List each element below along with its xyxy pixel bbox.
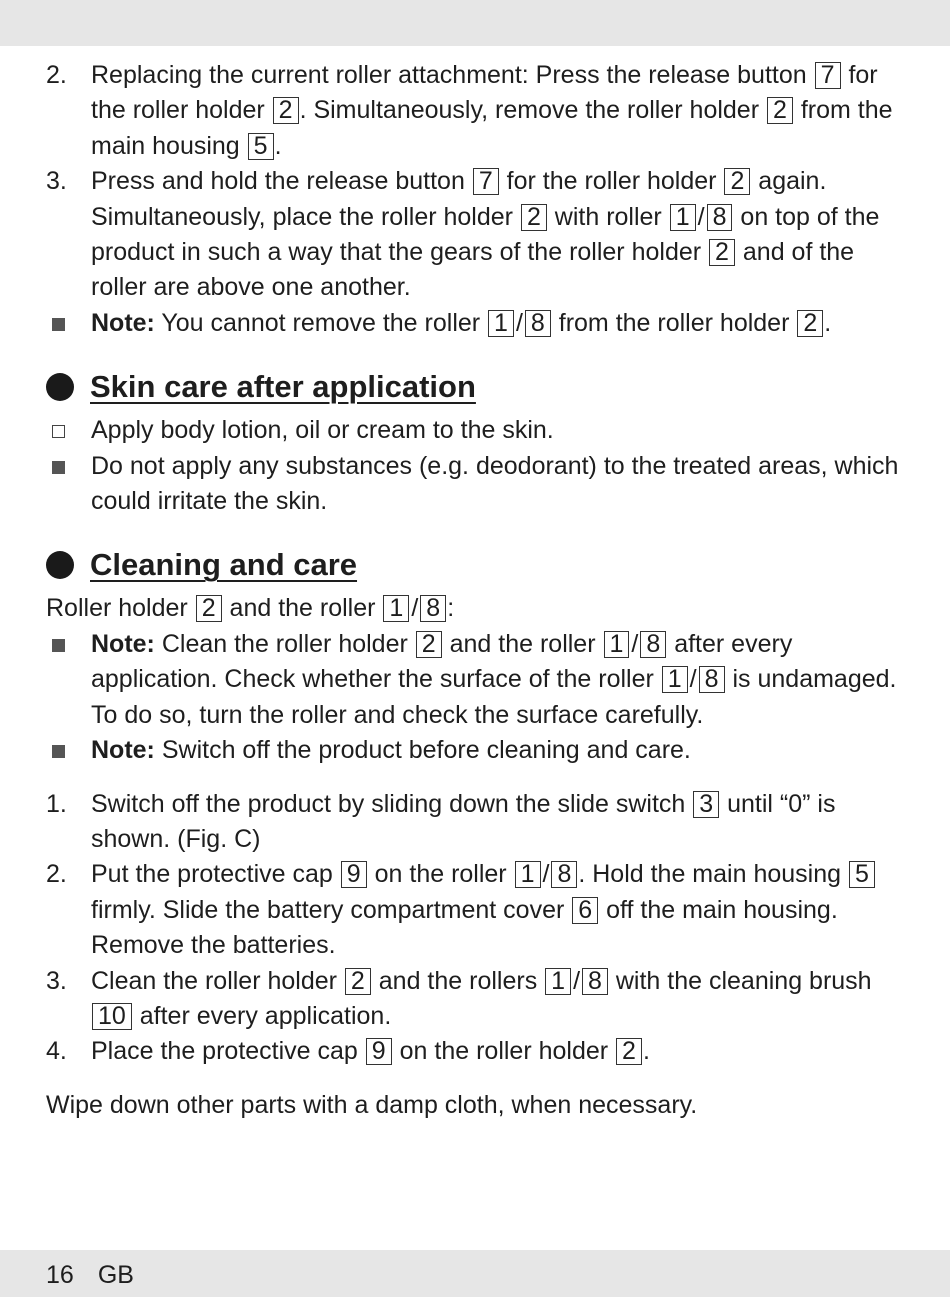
- page-footer: [46, 1260, 134, 1290]
- part-ref-box: 2: [797, 310, 823, 337]
- round-bullet-icon: [46, 373, 74, 401]
- note-label: Note:: [91, 736, 155, 765]
- step-number: 1.: [46, 789, 67, 818]
- part-ref-box: 8: [525, 310, 551, 337]
- filled-square-bullet-icon: [52, 745, 65, 758]
- step-3-place-roller-holder: 3. Press and hold the release button 7 for the roller holder 2 again. Simultaneously, place the roller holder 2 with roller 1 / 8 on top of the product in such a way that the gears of the roller holder 2 and of the roller are above one another.: [46, 164, 906, 306]
- part-ref-box: 8: [707, 204, 733, 231]
- part-ref-box: 2: [416, 631, 442, 658]
- filled-square-bullet-icon: [52, 461, 65, 474]
- part-ref-box: 7: [815, 62, 841, 89]
- part-ref-box: 7: [473, 168, 499, 195]
- part-ref-box: 10: [92, 1003, 132, 1030]
- note-clean-after-application: Note: Clean the roller holder 2 and the roller 1 / 8 after every application. Check whether the surface of the roller 1 / 8 is undamaged. To do so, turn the roller and check the surface carefully.: [46, 627, 906, 733]
- cleaning-step-3: 3. Clean the roller holder 2 and the rollers 1 / 8 with the cleaning brush 10 after every application.: [46, 964, 906, 1035]
- part-ref-box: 2: [767, 97, 793, 124]
- step-2-replace-roller: 2. Replacing the current roller attachment: Press the release button 7 for the roller holder 2 . Simultaneously, remove the roller holder 2 from the main housing 5 .: [46, 58, 906, 164]
- part-ref-box: 8: [551, 861, 577, 888]
- part-ref-box: 1: [670, 204, 696, 231]
- language-code: GB: [97, 1261, 134, 1289]
- part-ref-box: 2: [196, 595, 222, 622]
- part-ref-box: 8: [420, 595, 446, 622]
- part-ref-box: 8: [640, 631, 666, 658]
- part-ref-box: 3: [693, 791, 719, 818]
- note-label: Note:: [91, 308, 155, 337]
- part-ref-box: 6: [572, 897, 598, 924]
- part-ref-box: 1: [515, 861, 541, 888]
- part-ref-box: 9: [366, 1038, 392, 1065]
- section-heading-cleaning: [46, 545, 906, 585]
- part-ref-box: 2: [345, 968, 371, 995]
- part-ref-box: 1: [545, 968, 571, 995]
- section-heading-skin-care: [46, 367, 906, 407]
- note-switch-off: Note: Switch off the product before cleaning and care.: [46, 733, 906, 768]
- part-ref-box: 8: [582, 968, 608, 995]
- part-ref-box: 2: [709, 239, 735, 266]
- step-number: 3.: [46, 966, 67, 995]
- page-number: 16: [46, 1261, 74, 1289]
- cleaning-step-4: 4. Place the protective cap 9 on the roller holder 2 .: [46, 1034, 906, 1069]
- part-ref-box: 2: [724, 168, 750, 195]
- section-title: Skin care after application: [90, 369, 476, 405]
- filled-square-bullet-icon: [52, 639, 65, 652]
- step-number: 2.: [46, 61, 67, 89]
- part-ref-box: 2: [521, 204, 547, 231]
- part-ref-box: 2: [273, 97, 299, 124]
- part-ref-box: 1: [488, 310, 514, 337]
- note-roller-not-removable: Note: You cannot remove the roller 1 / 8 from the roller holder 2 .: [46, 306, 906, 341]
- cleaning-step-2: 2. Put the protective cap 9 on the roller 1 / 8 . Hold the main housing 5 firmly. Slide the battery compartment cover 6 off the main housing. Remove the batteries.: [46, 857, 906, 963]
- cleaning-intro: Roller holder 2 and the roller 1 / 8 :: [46, 594, 455, 623]
- skin-care-item-no-substances: Do not apply any substances (e.g. deodorant) to the treated areas, which could irritate the skin.: [46, 449, 906, 520]
- part-ref-box: 9: [341, 861, 367, 888]
- part-ref-box: 2: [616, 1038, 642, 1065]
- part-ref-box: 1: [662, 666, 688, 693]
- part-ref-box: 5: [849, 861, 875, 888]
- round-bullet-icon: [46, 551, 74, 579]
- note-label: Note:: [91, 629, 155, 658]
- part-ref-box: 8: [699, 666, 725, 693]
- filled-square-bullet-icon: [52, 318, 65, 331]
- header-band: [0, 0, 950, 46]
- cleaning-closing-text: Wipe down other parts with a damp cloth, when necessary.: [46, 1090, 698, 1119]
- skin-care-item-lotion: Apply body lotion, oil or cream to the skin.: [46, 413, 906, 448]
- step-number: 2.: [46, 860, 67, 889]
- part-ref-box: 1: [604, 631, 630, 658]
- section-title: Cleaning and care: [90, 547, 358, 583]
- part-ref-box: 5: [248, 133, 274, 160]
- cleaning-step-1: 1. Switch off the product by sliding down the slide switch 3 until “0” is shown. (Fig. C): [46, 787, 906, 858]
- step-number: 3.: [46, 167, 67, 196]
- manual-page-content: [46, 58, 906, 1123]
- empty-checkbox-bullet-icon: [52, 425, 65, 438]
- footer-band: [0, 1250, 950, 1297]
- part-ref-box: 1: [383, 595, 409, 622]
- step-number: 4.: [46, 1037, 67, 1066]
